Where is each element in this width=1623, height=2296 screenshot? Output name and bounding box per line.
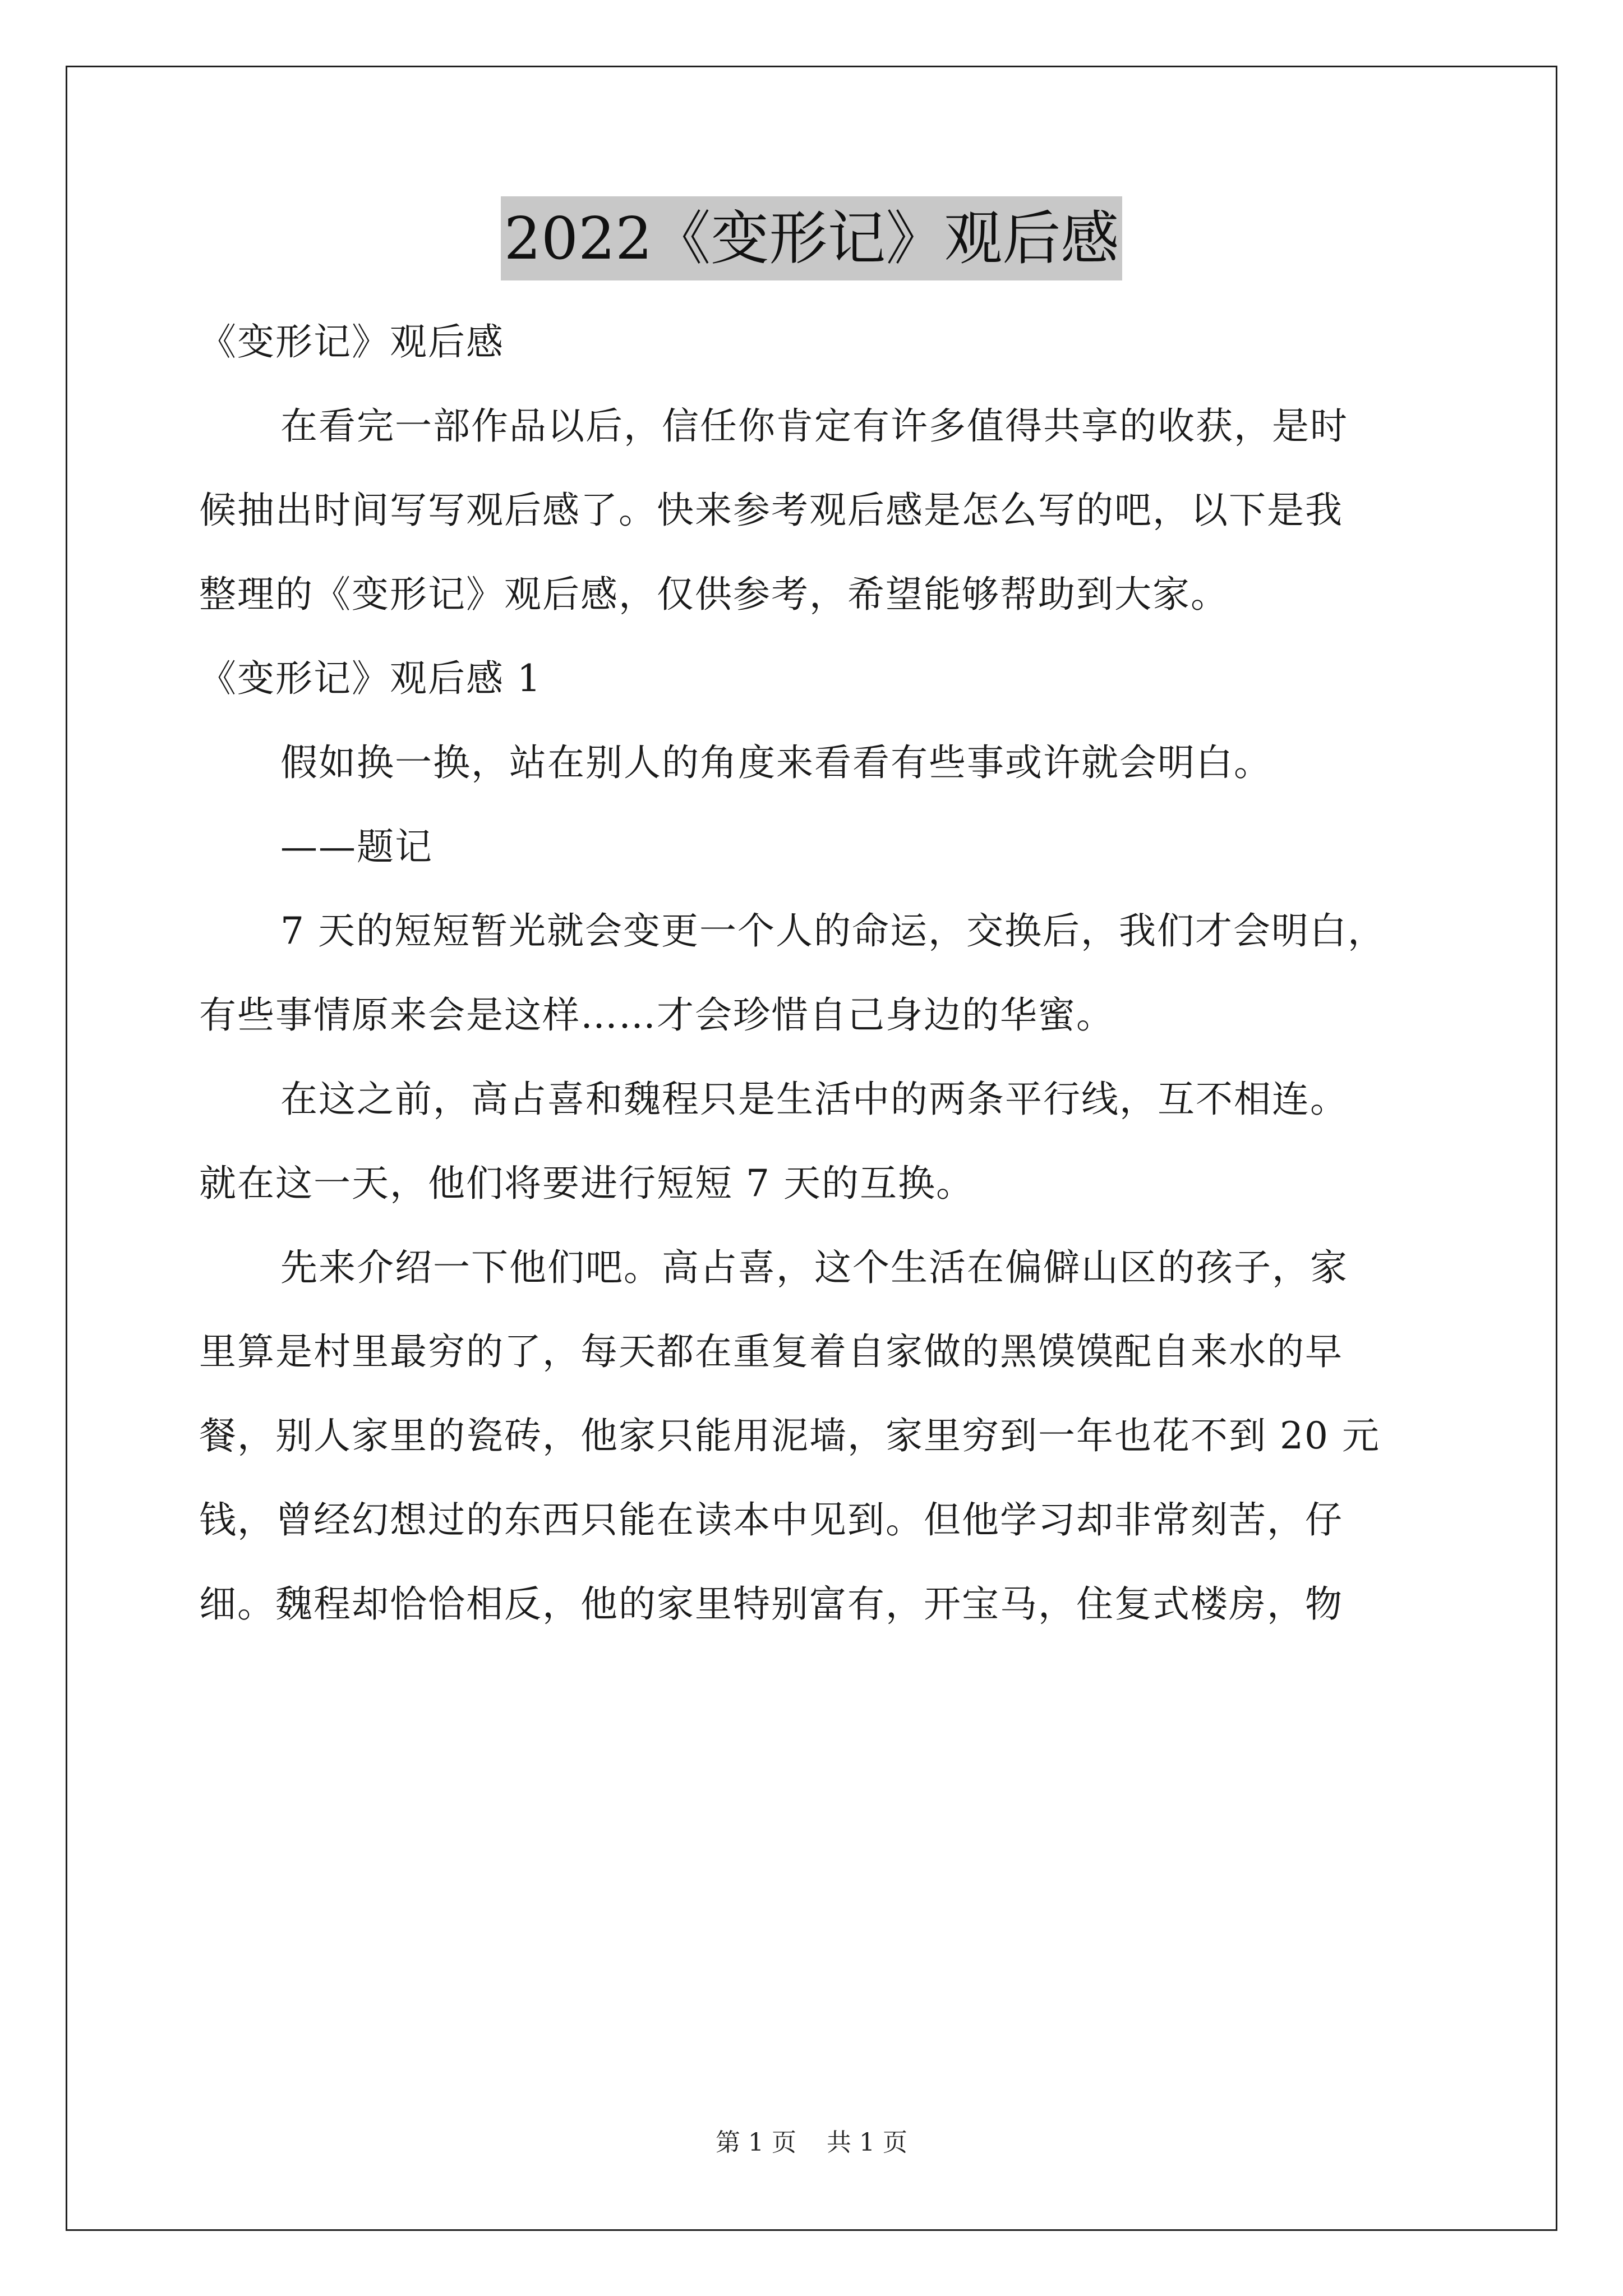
text-line: 假如换一换，站在别人的角度来看看有些事或许就会明白。 (280, 741, 1272, 784)
text-line: ——题记 (280, 825, 433, 868)
text-line: 细。魏程却恰恰相反，他的家里特别富有，开宝马，住复式楼房，物 (199, 1582, 1343, 1626)
text-line: 《变形记》观后感 (199, 320, 504, 364)
page-footer (0, 2126, 1623, 2160)
text-line: 7 天的短短暂光就会变更一个人的命运，交换后，我们才会明白， (280, 909, 1386, 953)
text-line: 《变形记》观后感 1 (199, 657, 542, 700)
text-line: 在这之前，高占喜和魏程只是生活中的两条平行线，互不相连。 (280, 1078, 1348, 1121)
document-body (199, 300, 1433, 1646)
document-title: 2022《变形记》观后感 (501, 196, 1123, 280)
page-number: 第 1 页 (716, 2128, 796, 2157)
page-total: 共 1 页 (827, 2128, 907, 2157)
text-line: 在看完一部作品以后，信任你肯定有许多值得共享的收获，是时 (280, 404, 1348, 448)
text-line: 餐，别人家里的瓷砖，他家只能用泥墙，家里穷到一年也花不到 20 元 (199, 1414, 1380, 1457)
text-line: 先来介绍一下他们吧。高占喜，这个生活在偏僻山区的孩子，家 (280, 1246, 1348, 1289)
text-line: 钱，曾经幻想过的东西只能在读本中见到。但他学习却非常刻苦，仔 (199, 1498, 1343, 1542)
text-line: 里算是村里最穷的了，每天都在重复着自家做的黑馍馍配自来水的早 (199, 1330, 1343, 1373)
text-line: 就在这一天，他们将要进行短短 7 天的互换。 (199, 1162, 974, 1205)
title-container (0, 196, 1623, 280)
text-line: 整理的《变形记》观后感，仅供参考，希望能够帮助到大家。 (199, 573, 1229, 616)
text-line: 有些事情原来会是这样……才会珍惜自己身边的华蜜。 (199, 993, 1114, 1037)
text-line: 候抽出时间写写观后感了。快来参考观后感是怎么写的吧，以下是我 (199, 489, 1343, 532)
